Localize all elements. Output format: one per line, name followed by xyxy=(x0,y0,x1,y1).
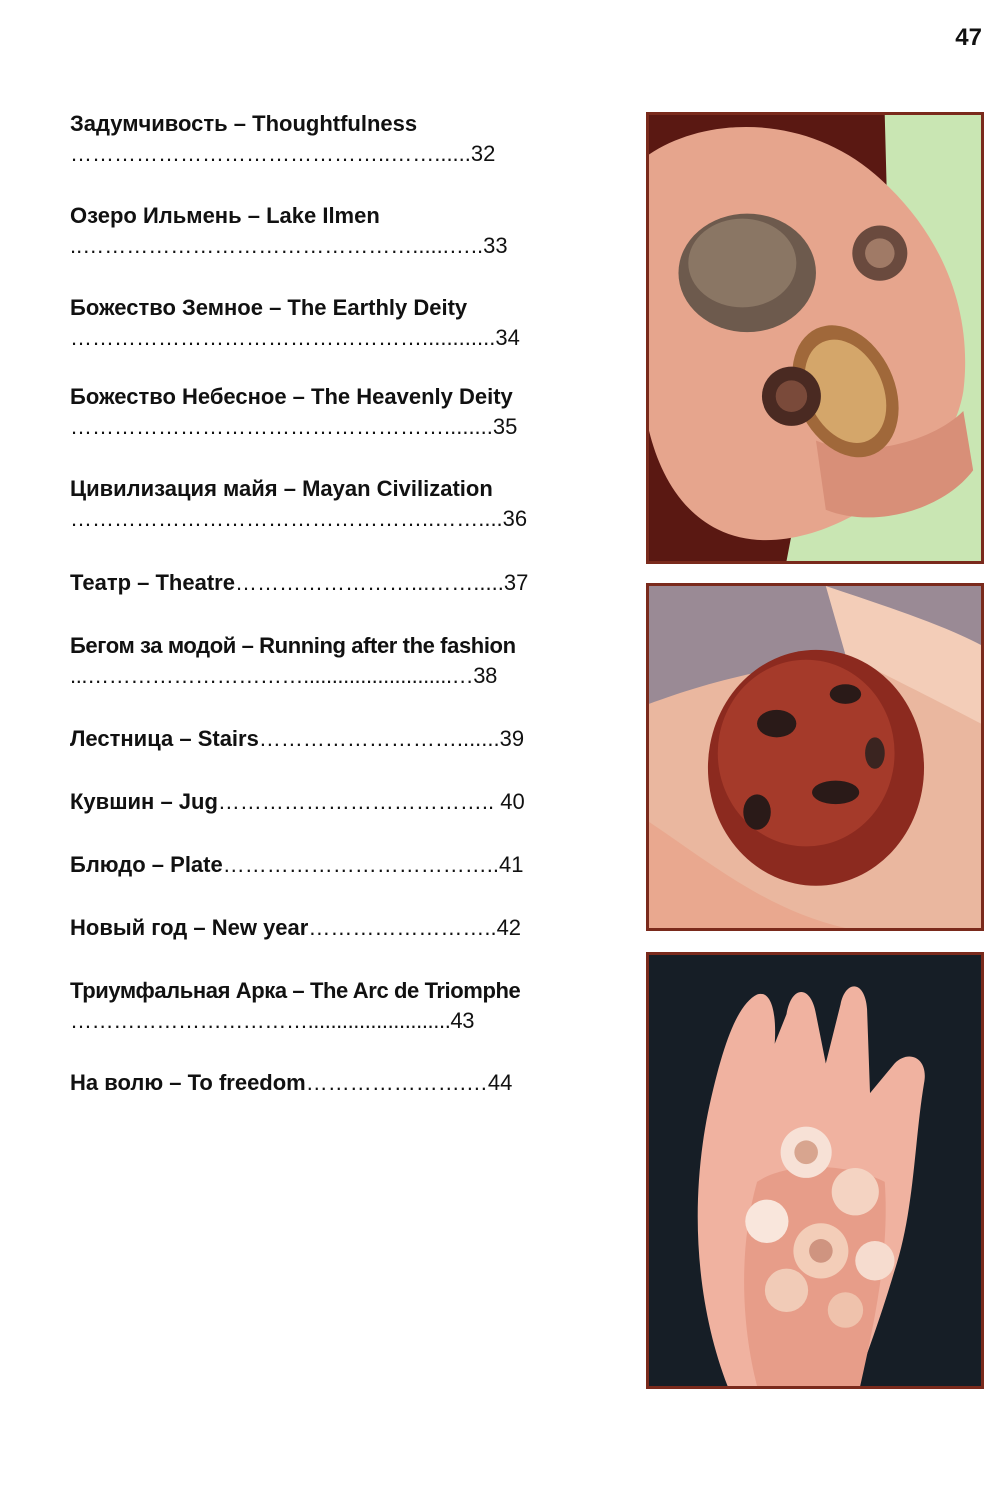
toc-entry[interactable] xyxy=(70,724,580,754)
toc-entry-leader: ……………………..42 xyxy=(308,915,522,940)
toc-entry-leader: …………………………….........................43 xyxy=(70,1008,475,1033)
toc-entry[interactable] xyxy=(70,976,580,1036)
toc-entry[interactable] xyxy=(70,787,580,817)
toc-entry-title: Триумфальная Арка – The Arc de Triomphe xyxy=(70,978,521,1003)
toc-entry-title: На волю – To freedom xyxy=(70,1070,306,1095)
toc-entry-title: Блюдо – Plate xyxy=(70,852,223,877)
toc-entry-title: Озеро Ильмень – Lake Ilmen xyxy=(70,203,380,228)
toc-entry-leader: ………………….…44 xyxy=(305,1070,513,1095)
toc-entry-title: Божество Земное – The Earthly Deity xyxy=(70,295,468,320)
toc-entry-title: Театр – Theatre xyxy=(70,570,235,595)
page-number: 47 xyxy=(955,24,982,51)
toc-entry-title: Лестница – Stairs xyxy=(70,726,259,751)
toc-entry[interactable] xyxy=(70,474,580,534)
toc-entry[interactable] xyxy=(70,109,580,169)
toc-entry-leader: ……………………………….. 40 xyxy=(217,789,525,814)
toc-entry[interactable] xyxy=(70,382,580,442)
toc-entry-leader: ……………………………………..……......32 xyxy=(70,141,496,166)
toc-entry-title: Цивилизация майя – Mayan Civilization xyxy=(70,476,493,501)
toc-entry-title: Бегом за модой – Running after the fashion xyxy=(70,633,516,658)
toc-entry-title: Божество Небесное – The Heavenly Deity xyxy=(70,384,513,409)
toc-entry[interactable] xyxy=(70,631,580,691)
toc-entry[interactable] xyxy=(70,201,580,261)
toc-entry-leader: ...…………………………..........................…38 xyxy=(70,663,497,688)
photo-hand-seashells xyxy=(646,952,984,1389)
toc-entry[interactable] xyxy=(70,913,580,943)
toc-entry-leader: …………………………………………..……....36 xyxy=(70,506,528,531)
toc-entry-title: Новый год – New year xyxy=(70,915,309,940)
toc-entry-title: Кувшин – Jug xyxy=(70,789,218,814)
photo-hand-red-granite xyxy=(646,583,984,931)
toc-entry-title: Задумчивость – Thoughtfulness xyxy=(70,111,418,136)
toc-entry-leader: …………………………………………............34 xyxy=(70,325,520,350)
toc-entry[interactable] xyxy=(70,1068,580,1098)
toc-entry-leader: ……………………….......39 xyxy=(258,726,525,751)
toc-entry[interactable] xyxy=(70,850,580,880)
toc-entry-leader: ……………………...…….....37 xyxy=(234,570,529,595)
photo-hand-stones-shells xyxy=(646,112,984,564)
toc-entry[interactable] xyxy=(70,293,580,353)
toc-entry-leader: ……………………………………………........35 xyxy=(70,414,518,439)
toc-entry[interactable] xyxy=(70,568,580,598)
toc-entry-leader: ..………………………………………......…..33 xyxy=(70,233,508,258)
toc-entry-leader: ………………………………..41 xyxy=(222,852,524,877)
